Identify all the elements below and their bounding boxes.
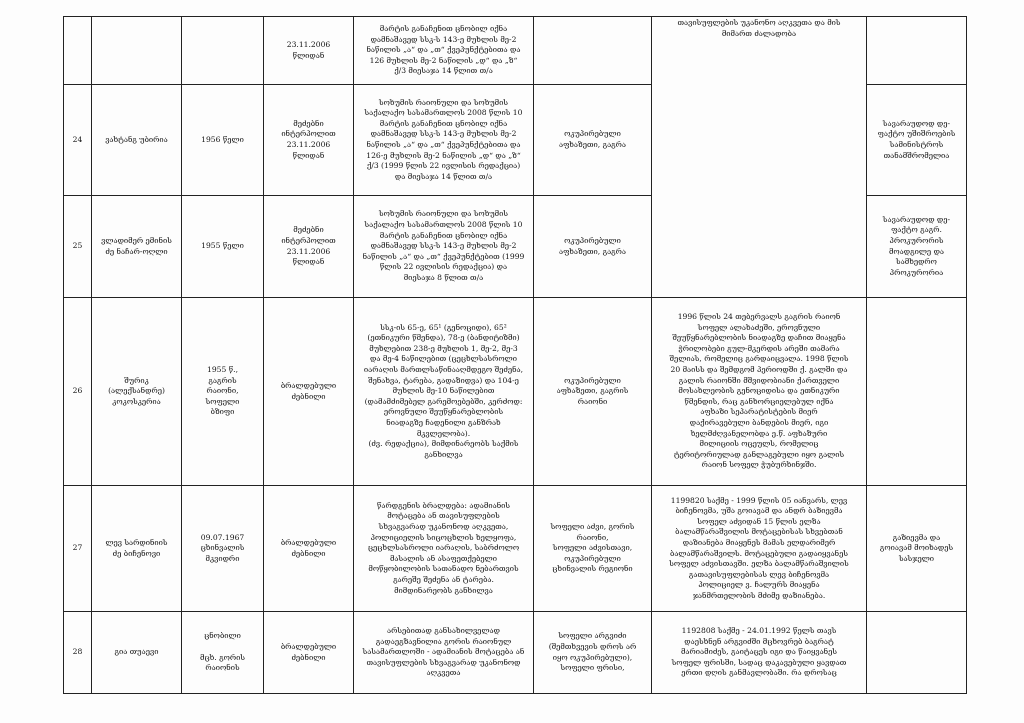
- responsible-note: [867, 298, 967, 486]
- row-number: 26: [64, 298, 92, 486]
- row-number: 27: [64, 486, 92, 612]
- location: ოკუპირებული აფხაზეთი, გაგრა: [534, 196, 652, 298]
- case-history: 1199820 საქმე - 1999 წლის 05 იანვარს, ლევ ბიჩენოვმა, უშა გოიავამ და ანდრ ბაზიევმა სოფელ აძვიდან 15 წლის ელზა ბალამწარაშვილის მოტაცებისას სხვებთან დაზიანება მიაყენეს მამას ელდარიმერ ბალამწარაშვილს. მოტაცებული გადაიყვანეს სოფელ აძვისთავში. ელზა ბალამწარაშვილის გათავისუფლებისას ლევ ბიჩენოვმა პოლიციელ ვ. ჩალურს მიაყენა ჯანმრთელობის მძიმე დაზიანება.: [652, 486, 867, 612]
- person-name: შურიკ (ალექსანდრე) კოკოსკერია: [92, 298, 182, 486]
- responsible-note: [867, 612, 967, 694]
- wanted-status: მეძებნი ინტერპოლით 23.11.2006 წლიდან: [264, 85, 354, 196]
- charge-description: წარდგენის ბრალდება: ადამიანის მოტაცება ან თავისუფლების სხვაგვარად უკანონოდ აღკვეთა, პოლიციელის სიცოცხლის ხელყოფა, ცეცხლსასროლი იარაღის, საბრძოლო მასალის ან ასაფეთქებელი მოწყობილობის სათანადო ნებართვის გარეშე შეძენა ან ტარება. მიმდინარეობს განხილვა: [354, 486, 534, 612]
- table-row: [64, 612, 967, 694]
- location: ოკუპირებული აფხაზეთი, გაგრის რაიონი: [534, 298, 652, 486]
- charge-description: სოხუმის რაიონული და სოხუმის საქალაქო სასამართლოს 2008 წლის 10 მარტის განაჩენით ცნობილ იქნა დამნაშავედ სსკ-ს 143-ე მუხლის მე-2 ნაწილის „ა“ და „თ“ ქვეპუნქტებითა და 126-ე მუხლის მე-2 ნაწილის „დ“ და „ზ“ ქ/3 (1999 წლის 22 ივლისის რედაქცია) და მიესაჯა 14 წლით თ/ა: [354, 85, 534, 196]
- person-name: ვახტანგ უბირია: [92, 85, 182, 196]
- person-name: ლევ სარდინიის ძე ბიჩენოვი: [92, 486, 182, 612]
- birth-info: [182, 17, 264, 85]
- case-history: თავისუფლების უკანონო აღკვეთა და მის მიმართ ძალადობა: [652, 17, 867, 298]
- birth-info: 09.07.1967 ცხინვალის მკვიდრი: [182, 486, 264, 612]
- table-row: [64, 486, 967, 612]
- birth-info: 1955 წ., გაგრის რაიონი, სოფელი ბზიფი: [182, 298, 264, 486]
- birth-info: 1955 წელი: [182, 196, 264, 298]
- table-row: [64, 17, 967, 85]
- row-number: 25: [64, 196, 92, 298]
- responsible-note: სავარაუდოდ დე- ფაქტო უშიშროების სამინისტროს თანამშრომელია: [867, 85, 967, 196]
- row-number: 24: [64, 85, 92, 196]
- person-name: [92, 17, 182, 85]
- person-name: ვლადიმერ ემინის ძე ნაჩარ-ოღლი: [92, 196, 182, 298]
- case-history: 1192808 საქმე - 24.01.1992 წელს თავს დაესხნენ არგვიძში მცხოვრებ ბაგრატ მარიამიძეს, გაიტაცეს იგი და წაიყვანეს სოფელ ფრისში, სადაც დაკავებული ყავდათ ერთი დღის განმავლობაში. რა დროსაც: [652, 612, 867, 694]
- responsible-note: [867, 17, 967, 85]
- case-history: 1996 წლის 24 თებერვალს გაგრის რაიონ სოფელ ალახაძეში, ეროვნული შეუწყნარებლობის ნიადაგზე დაჩით მიაყენა ჭრილობები გულ-მკერდის არეში თამარა შელიას, რომელიც გარდაიცვალა. 1998 წლის 20 მაისს და შემდგომ პერიოდში ქ. გალში და გალის რაიონში მშვიდობიანი ქართველი მოსახლეობის გენოციდისა და ეთნიკური წმენდის, რაც განხორციელებულ იქნა აფხაზი სეპარატისტების მიერ დაქირავებული ბანდების მიერ, იგი ხელმძღვანელობდა ე.წ. აფხაზური მილიციის ოცეულს, რომელიც ტერიტორიულად განლაგებული იყო გალის რაიონ სოფელ ჭუბურხინჯში.: [652, 298, 867, 486]
- charge-description: მარტის განაჩენით ცნობილ იქნა დამნაშავედ სსკ-ს 143-ე მუხლის მე-2 ნაწილის „ა“ და „თ“ ქვეპუნქტებითა და 126 მუხლის მე-2 ნაწილის „დ“ და „ზ“ ქ/3 მიესაჯა 14 წლით თ/ა: [354, 17, 534, 85]
- table-row: [64, 298, 967, 486]
- wanted-persons-table: [63, 16, 967, 694]
- row-number: [64, 17, 92, 85]
- row-number: 28: [64, 612, 92, 694]
- wanted-status: ბრალდებული ძებნილი: [264, 486, 354, 612]
- responsible-note: გაზიევმა და გოიავამ მოიხადეს სასჯელი: [867, 486, 967, 612]
- birth-info: 1956 წელი: [182, 85, 264, 196]
- charge-description: არსებითად განსახილველად გადაეგზავნილია გორის რაიონულ სასამართლოში - ადამიანის მოტაცება ან თავისუფლების სხვაგვარად უკანონოდ აღკვეთა: [354, 612, 534, 694]
- birth-info: ცნობილი მცხ. გორის რაიონის: [182, 612, 264, 694]
- location: ოკუპირებული აფხაზეთი, გაგრა: [534, 85, 652, 196]
- charge-description: სოხუმის რაიონული და სოხუმის საქალაქო სასამართლოს 2008 წლის 10 მარტის განაჩენით ცნობილ იქნა დამნაშავედ სსკ-ს 143-ე მუხლის მე-2 ნაწილის „ა“ და „თ“ ქვეპუნქტებით (1999 წლის 22 ივლისის რედაქცია) და მიესაჯა 8 წლით თ/ა: [354, 196, 534, 298]
- wanted-status: ბრალდებული ძებნილი: [264, 298, 354, 486]
- charge-description: სსკ-ის 65-ე, 65¹ (გენოციდი), 65² (ეთნიკური წმენდა), 78-ე (ბანდიტიზმი) მუხლებით 238-ე მუხლის 1, მე-2, მე-3 და მე-4 ნაწილებით (ცეცხლსასროლი იარაღის მართლსაწინააღმდეგო შეძენა, შენახვა, ტარება, გადაზიდვა) და 104-ე მუხლის მე-10 ნაწილებით (დამამძიმებელ გარემოებებში, კერძოდ: ეროვნული შეუწყნარებლობის ნიადაგზე ჩადენილი განზრახ მკვლელობა). (ძვ. რედაქცია), მიმდინარეობს საქმის განხილვა: [354, 298, 534, 486]
- wanted-status: 23.11.2006 წლიდან: [264, 17, 354, 85]
- location: სოფელი აძვი, გორის რაიონი, სოფელი აძვისთავი, ოკუპირებული ცხინვალის რეგიონი: [534, 486, 652, 612]
- responsible-note: სავარაუდოდ დე- ფაქტო გაგრ. პროკურორის მოადგილე და სამხედრო პროკურორია: [867, 196, 967, 298]
- location: სოფელი არგვიძი (შემთხვევის დროს არ იყო ოკუპირებული), სოფელი ფრისი,: [534, 612, 652, 694]
- wanted-status: ბრალდებული ძებნილი: [264, 612, 354, 694]
- person-name: გია თუაევი: [92, 612, 182, 694]
- location: [534, 17, 652, 85]
- wanted-status: მეძებნი ინტერპოლით 23.11.2006 წლიდან: [264, 196, 354, 298]
